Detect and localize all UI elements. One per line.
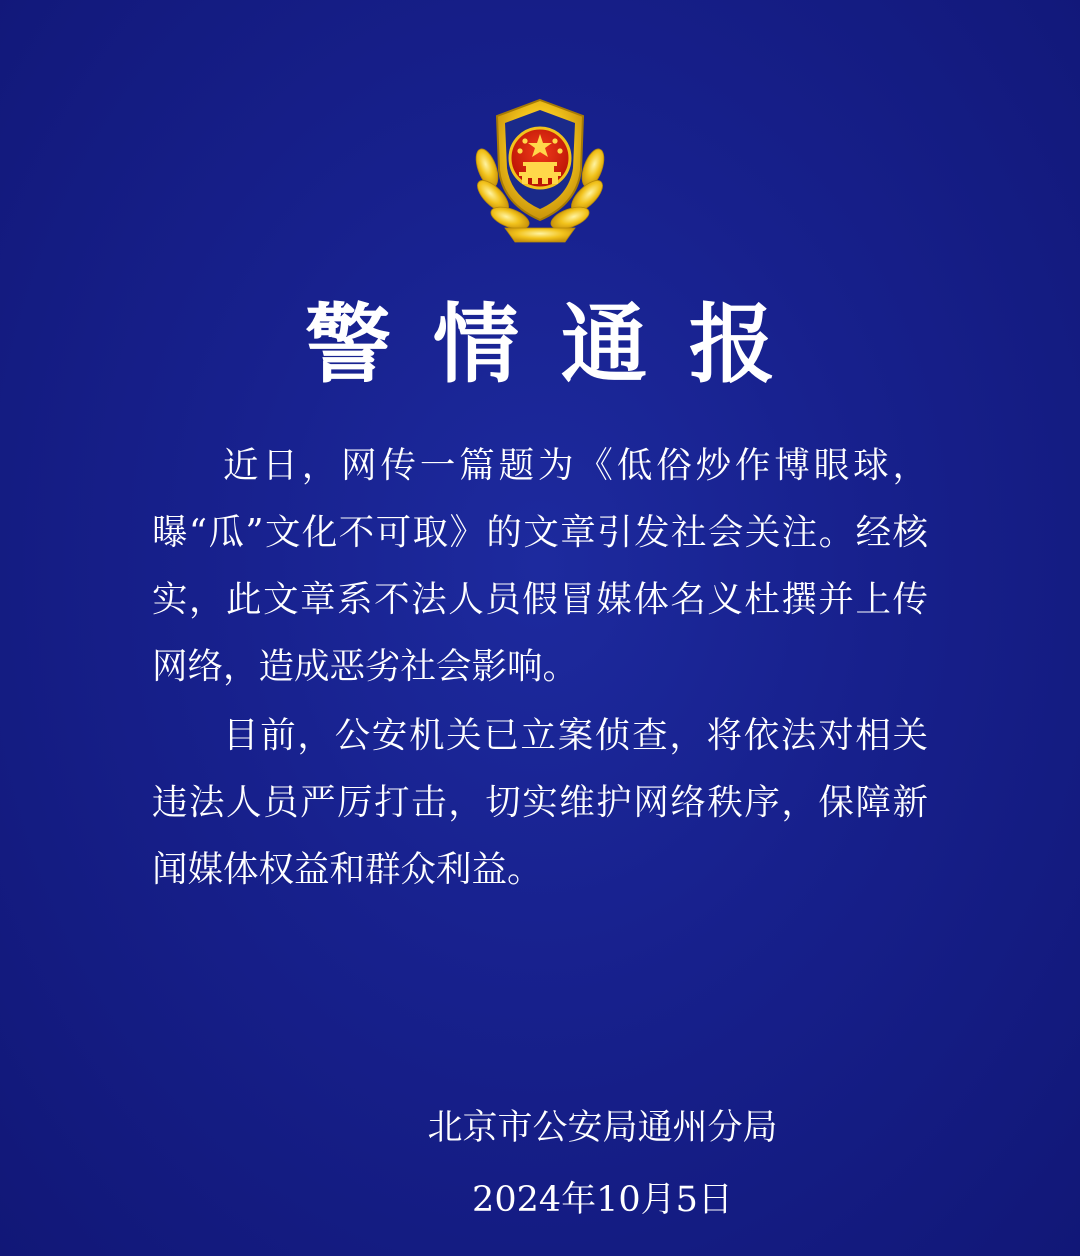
notice-body [152,432,928,905]
police-emblem-icon [465,96,615,246]
notice-paragraph: 目前，公安机关已立案侦查，将依法对相关违法人员严厉打击，切实维护网络秩序，保障新闻媒体权益和群众利益。 [152,715,928,890]
notice-paragraph: 近日，网传一篇题为《低俗炒作博眼球，曝“瓜”文化不可取》的文章引发社会关注。经核实，此文章系不法人员假冒媒体名义杜撰并上传网络，造成恶劣社会影响。 [152,445,928,687]
issuer-name: 北京市公安局通州分局 [427,1108,778,1148]
issue-date: 2024年10月5日 [472,1180,733,1220]
notice-title: 警情通报 [305,295,817,395]
